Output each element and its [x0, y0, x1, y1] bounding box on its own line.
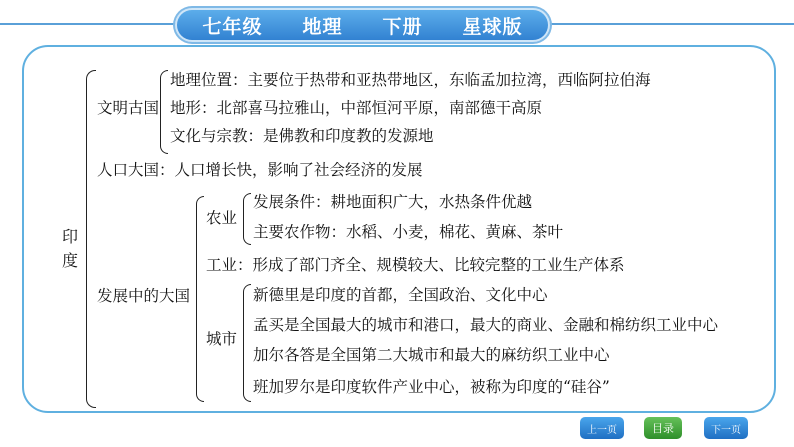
city-item: 新德里是印度的首都，全国政治、文化中心 — [253, 286, 548, 304]
branch-civilization-label: 文明古国 — [97, 99, 160, 117]
volume-label: 下册 — [382, 15, 423, 38]
root-topic-india: 印度 — [62, 227, 79, 270]
industry-text: 工业：形成了部门齐全、规模较大、比较完整的工业生产体系 — [206, 256, 625, 274]
cities-brace — [243, 284, 251, 402]
root-brace — [86, 70, 96, 408]
grade-label: 七年级 — [202, 15, 263, 38]
branch-population: 人口大国：人口增长快，影响了社会经济的发展 — [97, 161, 423, 179]
civilization-item: 地理位置：主要位于热带和亚热带地区，东临孟加拉湾，西临阿拉伯海 — [170, 71, 651, 89]
agriculture-label: 农业 — [206, 209, 238, 227]
book-header — [175, 8, 550, 42]
developing-brace — [196, 196, 204, 402]
cities-label: 城市 — [206, 330, 238, 348]
next-page-button[interactable]: 下一页 — [704, 417, 748, 439]
civilization-brace — [160, 70, 168, 154]
civilization-item: 地形：北部喜马拉雅山，中部恒河平原，南部德干高原 — [170, 99, 543, 117]
edition-label: 星球版 — [462, 15, 523, 38]
city-item: 加尔各答是全国第二大城市和最大的麻纺织工业中心 — [253, 346, 610, 364]
city-item: 孟买是全国最大的城市和港口，最大的商业、金融和棉纺织工业中心 — [253, 316, 719, 334]
city-item: 班加罗尔是印度软件产业中心，被称为印度的“硅谷” — [253, 378, 610, 396]
toc-button[interactable]: 目录 — [644, 417, 682, 439]
subject-label: 地理 — [302, 15, 343, 38]
agriculture-item: 发展条件：耕地面积广大，水热条件优越 — [253, 193, 533, 211]
agriculture-item: 主要农作物：水稻、小麦，棉花、黄麻、茶叶 — [253, 223, 564, 241]
agriculture-brace — [243, 193, 251, 245]
branch-developing-label: 发展中的大国 — [97, 287, 191, 305]
civilization-item: 文化与宗教：是佛教和印度教的发源地 — [170, 127, 434, 145]
prev-page-button[interactable]: 上一页 — [580, 417, 624, 439]
